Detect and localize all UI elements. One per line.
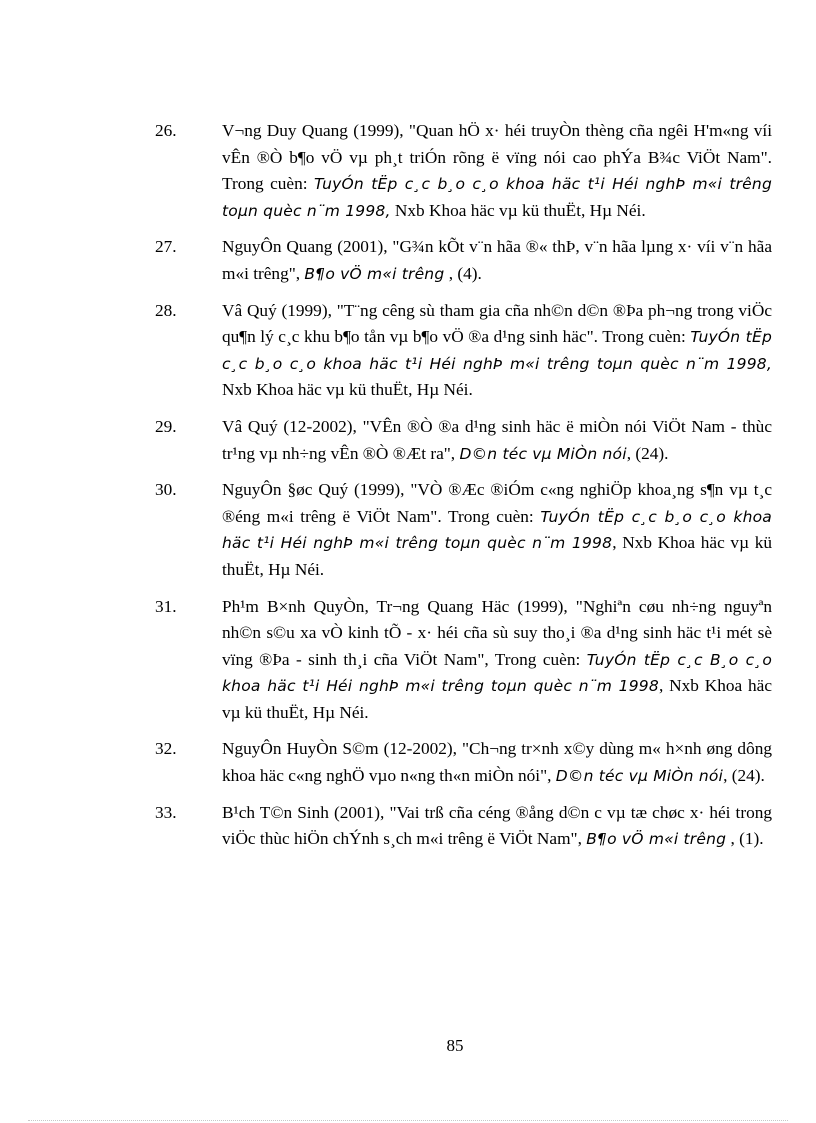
- reference-source-title: TuyÓn tËp c¸c b¸o c¸o khoa häc t¹i Héi nghÞ m«i trêng toµn quèc n¨m 1998,: [222, 328, 772, 373]
- page-number: 85: [446, 1036, 464, 1055]
- reference-item-29: [155, 414, 772, 467]
- reference-item-32: [155, 736, 772, 789]
- reference-text: [222, 800, 772, 853]
- reference-citation: NguyÔn HuyÒn S©m (12-2002), "Ch¬ng tr×nh x©y dùng m« h×nh øng dông khoa häc c«ng nghÖ vµo n«ng th«n miÒn nói",: [222, 739, 772, 786]
- reference-item-28: [155, 298, 772, 404]
- reference-source-title: B¶o vÖ m«i trêng: [304, 264, 445, 283]
- reference-citation: Vâ Quý (12-2002), "VÊn ®Ò ®a d¹ng sinh häc ë miÒn nói ViÖt Nam - thùc tr¹ng vµ nh÷ng vÊn ®Ò ®Æt ra",: [222, 416, 772, 463]
- reference-citation: B¹ch T©n Sinh (2001), "Vai trß cña céng ®ång d©n c vµ tæ chøc x· héi trong viÖc thùc hiÖn chÝnh s¸ch m«i trêng ë ViÖt Nam",: [222, 802, 772, 849]
- reference-text: [222, 477, 772, 583]
- reference-source-title: D©n téc vµ MiÒn nói: [555, 767, 724, 786]
- reference-number: 30.: [155, 480, 177, 500]
- reference-citation: NguyÔn Quang (2001), "G¾n kÕt v¨n hãa ®« thÞ, v¨n hãa lµng x· víi v¨n hãa m«i trêng",: [222, 237, 772, 283]
- reference-item-33: [155, 800, 772, 853]
- reference-item-31: [155, 594, 772, 727]
- reference-item-30: [155, 477, 772, 583]
- reference-publisher: Nxb Khoa häc vµ kü thuËt, Hµ Néi.: [390, 200, 646, 220]
- reference-source-title: TuyÓn tËp c¸c b¸o c¸o khoa häc t¹i Héi nghÞ m«i trêng toµn quèc n¨m 1998,: [222, 175, 772, 220]
- reference-item-27: [155, 234, 772, 287]
- reference-number: 32.: [155, 739, 177, 759]
- reference-number: 33.: [155, 802, 177, 822]
- reference-publisher: , (24).: [723, 766, 765, 786]
- reference-source-title: TuyÓn tËp c¸c B¸o c¸o khoa häc t¹i Héi nghÞ m«i trêng toµn quèc n¨m 1998: [222, 650, 773, 696]
- reference-citation: NguyÔn §øc Quý (1999), "VÒ ®Æc ®iÓm c«ng nghiÖp khoa¸ng s¶n vµ t¸c ®éng m«i trêng ë ViÖt Nam". Trong cuèn:: [222, 480, 772, 526]
- reference-source-title: TuyÓn tËp c¸c b¸o c¸o khoa häc t¹i Héi nghÞ m«i trêng toµn quèc n¨m 1998: [222, 507, 772, 553]
- reference-citation: Vâ Quý (1999), "T¨ng cêng sù tham gia cña nh©n d©n ®Þa ph¬ng trong viÖc qu¶n lý c¸c khu b¶o tån vµ b¶o vÖ ®a d¹ng sinh häc". Trong cuèn:: [222, 300, 772, 347]
- reference-number: 28.: [155, 300, 177, 320]
- reference-publisher: , (4).: [444, 263, 482, 283]
- reference-text: [222, 736, 772, 789]
- reference-source-title: D©n téc vµ MiÒn nói: [459, 444, 627, 463]
- reference-item-26: [155, 118, 772, 224]
- reference-number: 26.: [155, 121, 177, 140]
- bottom-divider: [28, 1120, 788, 1121]
- reference-citation: V¬ng Duy Quang (1999), "Quan hÖ x· héi truyÒn thèng cña ngêi H'm«ng víi vÊn ®Ò b¶o vÖ vµ ph¸t triÓn rõng ë vïng nói cao phÝa B¾c ViÖt Nam". Trong cuèn:: [222, 121, 772, 194]
- reference-citation: Ph¹m B×nh QuyÒn, Tr¬ng Quang Häc (1999), "Nghiªn cøu nh÷ng nguyªn nh©n s©u xa vÒ kinh tÕ - x· héi cña sù suy tho¸i ®a d¹ng sinh häc t¹i mét sè vïng ®Þa - sinh th¸i cña ViÖt Nam", Trong cuèn:: [222, 596, 772, 669]
- reference-text: [222, 234, 772, 287]
- reference-text: [222, 594, 772, 727]
- reference-publisher: Nxb Khoa häc vµ kü thuËt, Hµ Néi.: [222, 380, 473, 400]
- reference-number: 31.: [155, 596, 177, 616]
- reference-text: [222, 298, 772, 404]
- reference-number: 29.: [155, 416, 177, 436]
- reference-text: [222, 118, 772, 224]
- reference-source-title: B¶o vÖ m«i trêng: [586, 830, 727, 849]
- reference-number: 27.: [155, 237, 177, 257]
- reference-publisher: , (1).: [726, 829, 764, 849]
- reference-list: [155, 118, 772, 863]
- reference-text: [222, 414, 772, 467]
- reference-publisher: , Nxb Khoa häc vµ kü thuËt, Hµ Néi.: [222, 676, 772, 722]
- reference-publisher: , Nxb Khoa häc vµ kü thuËt, Hµ Néi.: [222, 533, 772, 579]
- reference-publisher: , (24).: [626, 443, 669, 463]
